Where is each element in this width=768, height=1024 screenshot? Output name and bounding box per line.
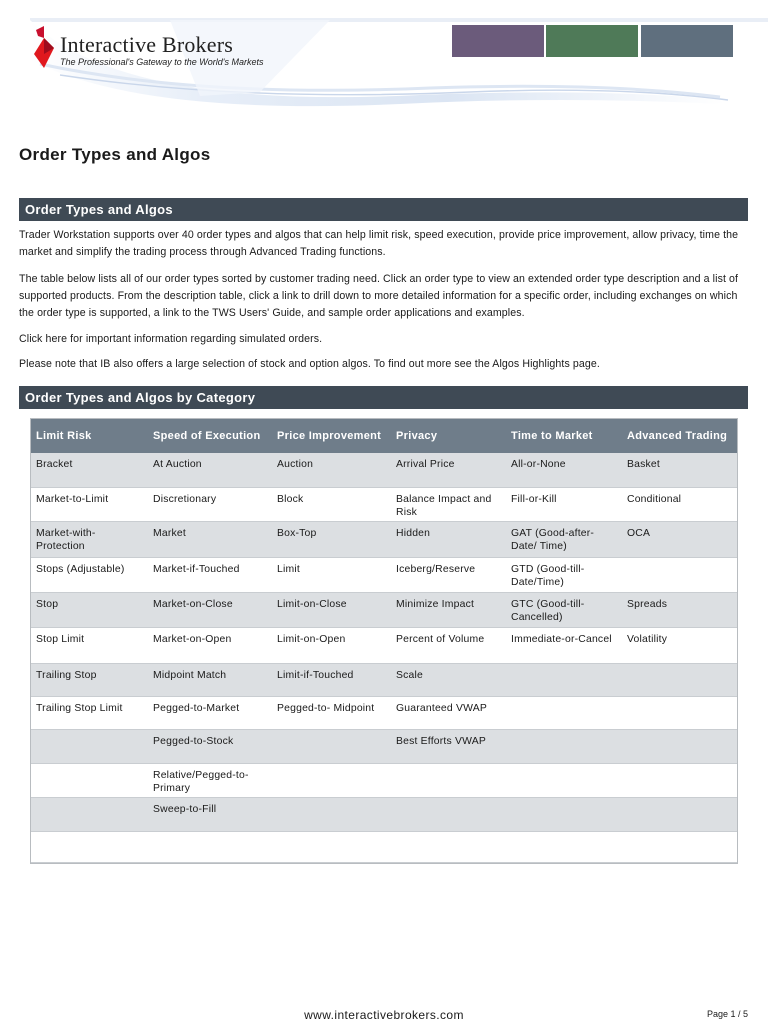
table-cell[interactable]: Iceberg/Reserve — [391, 557, 506, 592]
table-cell — [506, 696, 622, 729]
table-cell[interactable]: Trailing Stop — [31, 663, 148, 696]
table-row — [31, 729, 737, 763]
column-header-price-improvement: Price Improvement — [272, 419, 391, 453]
section-heading-by-category: Order Types and Algos by Category — [19, 386, 748, 409]
table-cell[interactable]: Market-on-Open — [148, 627, 272, 663]
table-description-paragraph: The table below lists all of our order types sorted by customer trading need. Click an order type to view an extended order type description and a list of supported products. From the description table, click a link to drill down to more detailed information for a specific order, including exchanges on which the order type is supported, a link to the TWS Users' Guide, and sample order applications and examples. — [19, 273, 739, 319]
intro-paragraph: Trader Workstation supports over 40 order types and algos that can help limit risk, speed execution, provide price improvement, allow privacy, time the market and simplify the trading process through Advanced Trading functions. — [19, 229, 739, 258]
table-cell — [31, 729, 148, 763]
table-cell — [391, 797, 506, 831]
table-header-row — [31, 419, 737, 453]
banner-swatch-slate — [641, 25, 733, 57]
column-header-advanced-trading: Advanced Trading — [622, 419, 737, 453]
table-cell[interactable]: Volatility — [622, 627, 737, 663]
table-cell — [272, 831, 391, 862]
table-cell[interactable]: Best Efforts VWAP — [391, 729, 506, 763]
table-row — [31, 696, 737, 729]
footer-website-link[interactable]: www.interactivebrokers.com — [304, 1008, 464, 1022]
table-cell — [622, 729, 737, 763]
table-cell[interactable]: Market-on-Close — [148, 592, 272, 627]
table-cell — [391, 763, 506, 797]
table-cell[interactable]: Conditional — [622, 487, 737, 521]
table-cell[interactable]: GAT (Good-after-Date/ Time) — [506, 521, 622, 557]
table-cell[interactable]: Box-Top — [272, 521, 391, 557]
table-cell — [391, 831, 506, 862]
table-cell — [506, 729, 622, 763]
table-row — [31, 763, 737, 797]
table-row — [31, 453, 737, 487]
interactive-brokers-logo-icon — [32, 24, 56, 74]
table-cell — [506, 663, 622, 696]
brand-name: Interactive Brokers — [60, 32, 234, 57]
table-cell[interactable]: Spreads — [622, 592, 737, 627]
simulated-orders-link[interactable]: Click here for important information regarding simulated orders. — [19, 333, 323, 345]
table-row — [31, 521, 737, 557]
table-cell[interactable]: Guaranteed VWAP — [391, 696, 506, 729]
table-cell[interactable]: Pegged-to- Midpoint — [272, 696, 391, 729]
table-cell[interactable]: Relative/Pegged-to-Primary — [148, 763, 272, 797]
table-cell — [31, 763, 148, 797]
table-cell — [31, 797, 148, 831]
table-cell[interactable]: Market — [148, 521, 272, 557]
table-cell[interactable]: Limit — [272, 557, 391, 592]
table-cell[interactable]: Block — [272, 487, 391, 521]
table-cell[interactable]: Balance Impact and Risk — [391, 487, 506, 521]
table-cell — [622, 763, 737, 797]
table-cell[interactable]: Arrival Price — [391, 453, 506, 487]
table-row — [31, 797, 737, 831]
table-cell[interactable]: All-or-None — [506, 453, 622, 487]
page-title: Order Types and Algos — [19, 145, 211, 164]
table-cell[interactable]: OCA — [622, 521, 737, 557]
table-row — [31, 487, 737, 521]
header-banner — [0, 0, 768, 118]
table-cell — [31, 831, 148, 862]
table-cell — [506, 831, 622, 862]
table-row — [31, 557, 737, 592]
table-cell — [622, 831, 737, 862]
table-cell — [506, 797, 622, 831]
table-cell[interactable]: Sweep-to-Fill — [148, 797, 272, 831]
table-cell[interactable]: Market-if-Touched — [148, 557, 272, 592]
table-cell[interactable]: Scale — [391, 663, 506, 696]
table-cell — [622, 663, 737, 696]
table-cell[interactable]: GTD (Good-till-Date/Time) — [506, 557, 622, 592]
table-row — [31, 663, 737, 696]
table-cell[interactable]: Basket — [622, 453, 737, 487]
table-cell — [272, 797, 391, 831]
table-cell[interactable]: At Auction — [148, 453, 272, 487]
table-cell[interactable]: Stop Limit — [31, 627, 148, 663]
table-row — [31, 592, 737, 627]
table-cell[interactable]: Pegged-to-Market — [148, 696, 272, 729]
table-cell[interactable]: Fill-or-Kill — [506, 487, 622, 521]
table-cell[interactable]: Discretionary — [148, 487, 272, 521]
column-header-privacy: Privacy — [391, 419, 506, 453]
table-cell — [272, 763, 391, 797]
table-cell[interactable]: Trailing Stop Limit — [31, 696, 148, 729]
table-cell[interactable]: GTC (Good-till-Cancelled) — [506, 592, 622, 627]
table-cell — [622, 797, 737, 831]
section-heading-order-types: Order Types and Algos — [19, 198, 748, 221]
table-cell[interactable]: Stop — [31, 592, 148, 627]
table-cell[interactable]: Midpoint Match — [148, 663, 272, 696]
table-cell[interactable]: Percent of Volume — [391, 627, 506, 663]
table-row — [31, 831, 737, 862]
table-cell[interactable]: Hidden — [391, 521, 506, 557]
table-cell — [506, 763, 622, 797]
table-cell[interactable]: Market-with-Protection — [31, 521, 148, 557]
table-cell[interactable]: Auction — [272, 453, 391, 487]
banner-swatch-green — [546, 25, 638, 57]
algos-note-paragraph[interactable]: Please note that IB also offers a large selection of stock and option algos. To find out more see the Algos Highlights page. — [19, 358, 600, 370]
column-header-speed-of-execution: Speed of Execution — [148, 419, 272, 453]
table-cell[interactable]: Minimize Impact — [391, 592, 506, 627]
table-cell[interactable]: Stops (Adjustable) — [31, 557, 148, 592]
table-cell[interactable]: Limit-on-Open — [272, 627, 391, 663]
banner-swatch-purple — [452, 25, 544, 57]
table-cell — [622, 696, 737, 729]
column-header-time-to-market: Time to Market — [506, 419, 622, 453]
table-cell — [148, 831, 272, 862]
table-cell — [272, 729, 391, 763]
column-header-limit-risk: Limit Risk — [31, 419, 148, 453]
table-cell[interactable]: Pegged-to-Stock — [148, 729, 272, 763]
order-types-table — [30, 418, 738, 864]
table-cell[interactable]: Bracket — [31, 453, 148, 487]
page-number: Page 1 / 5 — [706, 1009, 748, 1019]
table-row — [31, 627, 737, 663]
table-cell[interactable]: Immediate-or-Cancel — [506, 627, 622, 663]
table-cell[interactable]: Limit-on-Close — [272, 592, 391, 627]
brand-tagline: The Professional's Gateway to the World's Markets — [60, 57, 264, 67]
table-cell — [622, 557, 737, 592]
table-cell[interactable]: Market-to-Limit — [31, 487, 148, 521]
table-cell[interactable]: Limit-if-Touched — [272, 663, 391, 696]
